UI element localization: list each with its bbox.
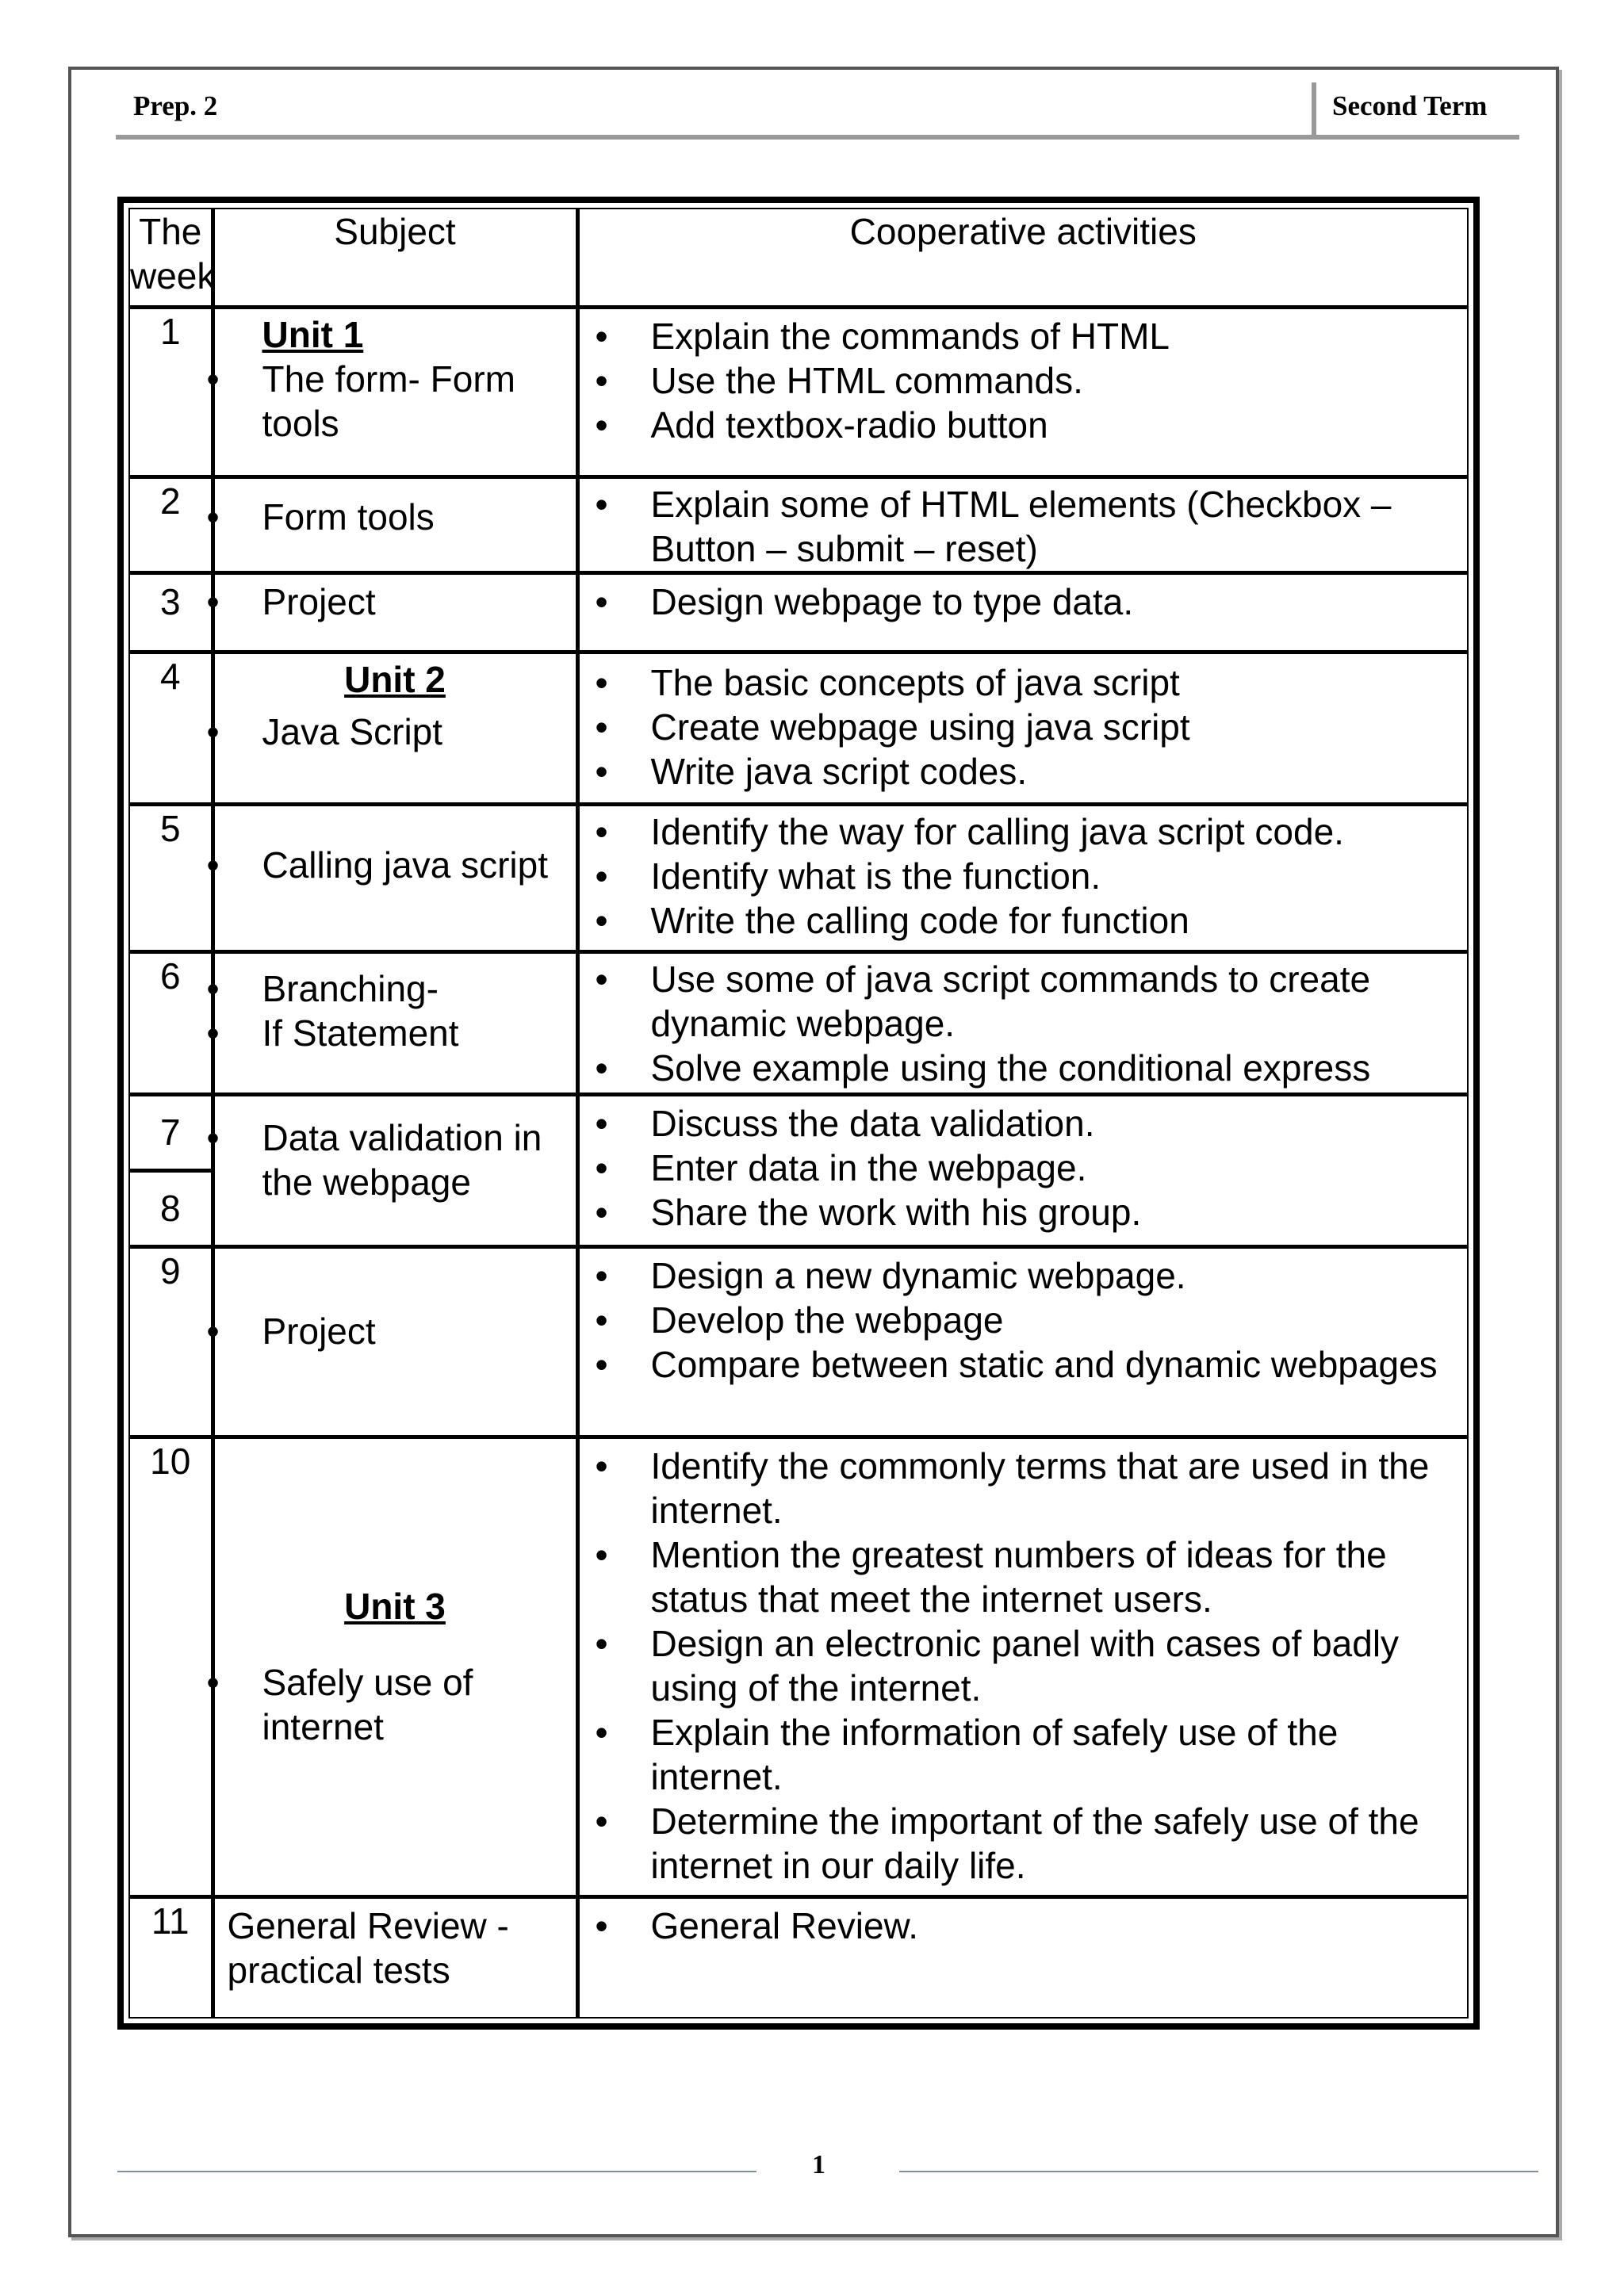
activities-cell bbox=[577, 1246, 1467, 1437]
footer-line-right bbox=[899, 2171, 1538, 2172]
subject-item: • Project bbox=[215, 580, 576, 624]
subject-cell bbox=[213, 1437, 577, 1896]
activities-cell bbox=[577, 652, 1467, 804]
activity-item: • Add textbox-radio button bbox=[580, 403, 1468, 447]
week-cell: 9 bbox=[130, 1246, 213, 1437]
week-number: 8 bbox=[130, 1169, 211, 1245]
activity-item: • Design an electronic panel with cases of badly using of the internet. bbox=[580, 1621, 1468, 1710]
week-cell: 2 bbox=[130, 476, 213, 572]
table-row bbox=[130, 951, 1467, 1094]
activities-cell bbox=[577, 307, 1467, 476]
unit-title: Unit 3 bbox=[344, 1586, 446, 1627]
activities-cell bbox=[577, 951, 1467, 1094]
table-row bbox=[130, 1896, 1467, 2017]
subject-cell bbox=[213, 1094, 577, 1246]
page-number: 1 bbox=[812, 2150, 825, 2179]
subject-cell bbox=[213, 652, 577, 804]
activity-item: • Create webpage using java script bbox=[580, 705, 1468, 749]
activity-item: • Identify what is the function. bbox=[580, 854, 1468, 898]
activity-item: • Determine the important of the safely use of the internet in our daily life. bbox=[580, 1799, 1468, 1888]
activity-item: • Write java script codes. bbox=[580, 749, 1468, 794]
week-cell: 5 bbox=[130, 804, 213, 951]
table-row bbox=[130, 1437, 1467, 1896]
week-cell: 11 bbox=[130, 1896, 213, 2017]
activity-item: • Develop the webpage bbox=[580, 1298, 1468, 1342]
week-number: 7 bbox=[159, 1112, 181, 1153]
activity-item: • The basic concepts of java script bbox=[580, 660, 1468, 705]
activity-item: • Compare between static and dynamic webpages bbox=[580, 1342, 1468, 1387]
week-cell: 3 bbox=[130, 572, 213, 652]
activities-cell bbox=[577, 476, 1467, 572]
table-row bbox=[130, 572, 1467, 652]
activity-item: • Solve example using the conditional express bbox=[580, 1046, 1468, 1090]
activities-cell bbox=[577, 572, 1467, 652]
activities-cell bbox=[577, 1437, 1467, 1896]
activity-item: • Share the work with his group. bbox=[580, 1190, 1468, 1234]
activity-item: • Identify the way for calling java script code. bbox=[580, 809, 1468, 854]
activities-cell bbox=[577, 1896, 1467, 2017]
week-cell: 10 bbox=[130, 1437, 213, 1896]
week-cell bbox=[130, 1094, 213, 1246]
activity-item: • Explain the commands of HTML bbox=[580, 314, 1468, 358]
table-row bbox=[130, 307, 1467, 476]
subject-item: • If Statement bbox=[215, 1011, 576, 1055]
subject-cell bbox=[213, 804, 577, 951]
table-header-row bbox=[130, 209, 1467, 307]
week-cell: 4 bbox=[130, 652, 213, 804]
activity-item: • Identify the commonly terms that are used in the internet. bbox=[580, 1444, 1468, 1533]
activity-item: • Discuss the data validation. bbox=[580, 1101, 1468, 1146]
schedule-table bbox=[130, 209, 1467, 2017]
subject-item: • Branching- bbox=[215, 966, 576, 1011]
header-activities: Cooperative activities bbox=[577, 209, 1467, 307]
schedule-table-frame bbox=[117, 197, 1480, 2030]
activity-item: • Explain the information of safely use of the internet. bbox=[580, 1710, 1468, 1799]
subject-cell bbox=[213, 572, 577, 652]
table-row bbox=[130, 476, 1467, 572]
header-week: The week bbox=[130, 209, 213, 307]
activity-item: • Design a new dynamic webpage. bbox=[580, 1253, 1468, 1298]
subject-cell bbox=[213, 307, 577, 476]
week-cell: 6 bbox=[130, 951, 213, 1094]
activity-item: • Mention the greatest numbers of ideas for the status that meet the internet users. bbox=[580, 1533, 1468, 1621]
table-row bbox=[130, 652, 1467, 804]
subject-cell bbox=[213, 951, 577, 1094]
subject-cell bbox=[213, 1246, 577, 1437]
activity-item: • Enter data in the webpage. bbox=[580, 1146, 1468, 1190]
week-cell: 1 bbox=[130, 307, 213, 476]
table-row bbox=[130, 1094, 1467, 1246]
header-grade: Prep. 2 bbox=[133, 90, 218, 121]
subject-item: • Project bbox=[215, 1309, 576, 1353]
page-header bbox=[116, 82, 1519, 140]
subject-item: • Java Script bbox=[215, 710, 576, 754]
subject-text: General Review - practical tests bbox=[227, 1904, 509, 1991]
header-subject: Subject bbox=[213, 209, 577, 307]
unit-title: Unit 1 bbox=[262, 313, 364, 355]
activity-item: • Design webpage to type data. bbox=[580, 580, 1468, 624]
activity-item: • General Review. bbox=[580, 1904, 1468, 1948]
activity-item: • Write the calling code for function bbox=[580, 898, 1468, 943]
header-term: Second Term bbox=[1312, 82, 1519, 135]
subject-item: • Calling java script bbox=[215, 843, 576, 887]
activity-item: • Use some of java script commands to create dynamic webpage. bbox=[580, 957, 1468, 1046]
activities-cell bbox=[577, 804, 1467, 951]
footer-line-left bbox=[117, 2171, 756, 2172]
subject-item: • Data validation in the webpage bbox=[215, 1115, 548, 1204]
table-row bbox=[130, 1246, 1467, 1437]
subject-item: • Form tools bbox=[215, 495, 576, 539]
subject-cell bbox=[213, 476, 577, 572]
subject-item: • Safely use of internet bbox=[215, 1660, 500, 1749]
activities-cell bbox=[577, 1094, 1467, 1246]
subject-cell bbox=[213, 1896, 577, 2017]
activity-item: • Explain some of HTML elements (Checkbox – Button – submit – reset) bbox=[580, 482, 1468, 571]
subject-item: • The form- Form tools bbox=[215, 357, 532, 446]
activity-item: • Use the HTML commands. bbox=[580, 358, 1468, 403]
unit-title: Unit 2 bbox=[344, 658, 446, 700]
table-row bbox=[130, 804, 1467, 951]
